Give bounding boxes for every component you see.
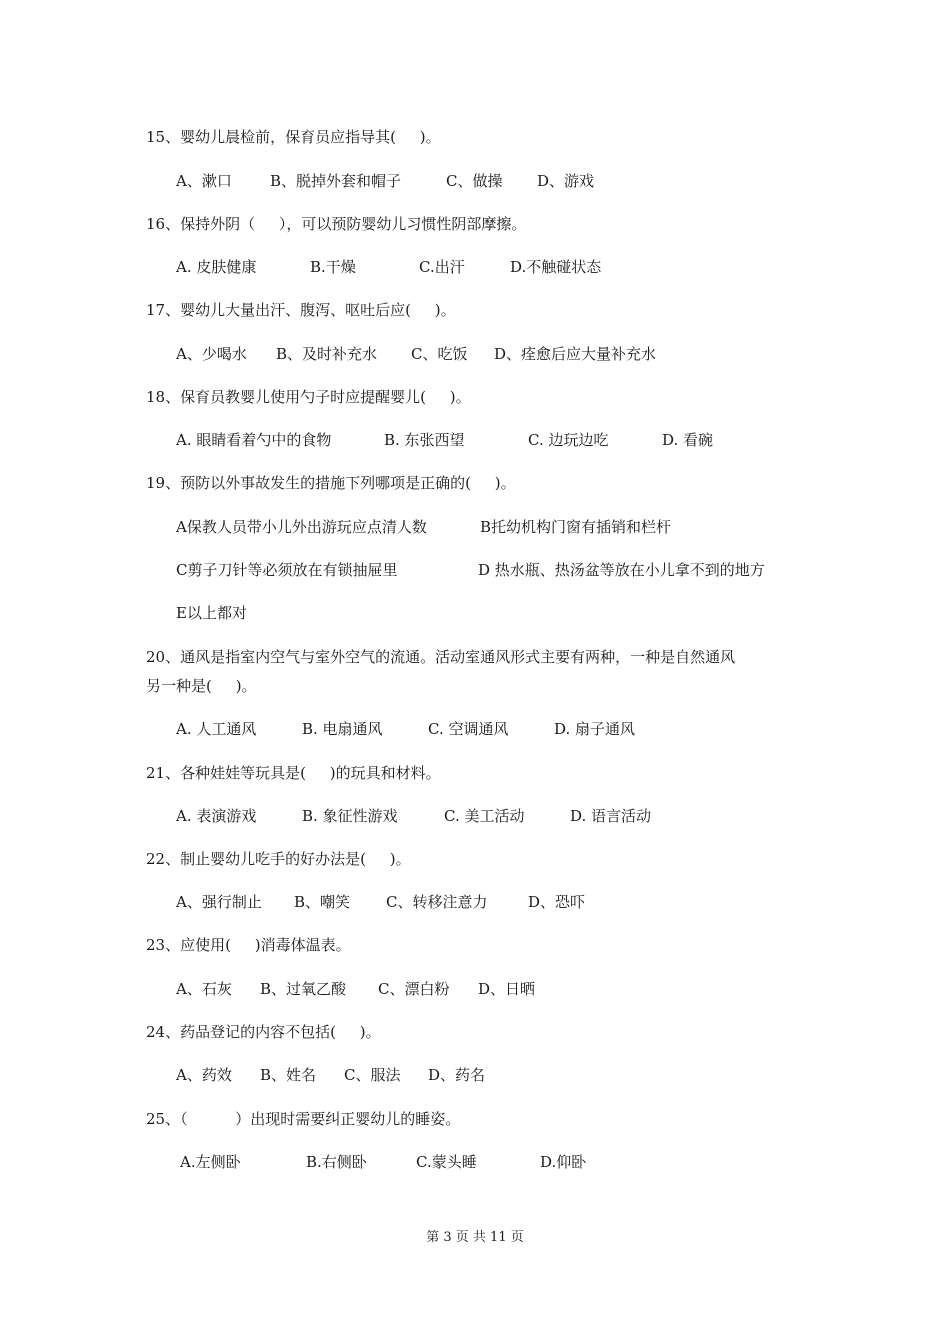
option-c: C.蒙头睡 (416, 1153, 477, 1171)
option-c: C.出汗 (419, 258, 465, 276)
option-d: D、恐吓 (528, 893, 586, 911)
question-23: 23、应使用( )消毒体温表。 (146, 936, 351, 954)
option-b: B、及时补充水 (276, 345, 378, 363)
option-b: B、嘲笑 (294, 893, 351, 911)
option-d: D、药名 (428, 1066, 486, 1084)
option-b: B.干燥 (310, 258, 356, 276)
option-c: C. 边玩边吃 (528, 431, 609, 449)
option-a: A保教人员带小儿外出游玩应点清人数 (176, 518, 427, 536)
option-c: C、转移注意力 (386, 893, 488, 911)
option-d: D、痊愈后应大量补充水 (494, 345, 657, 363)
option-b: B、过氧乙酸 (260, 980, 347, 998)
option-a: A.左侧卧 (180, 1153, 241, 1171)
option-a: A. 皮肤健康 (176, 258, 257, 276)
option-c: C剪子刀针等必须放在有锁抽屉里 (176, 561, 398, 579)
option-e: E以上都对 (176, 604, 247, 622)
option-b: B、脱掉外套和帽子 (270, 172, 402, 190)
option-d: D 热水瓶、热汤盆等放在小儿拿不到的地方 (478, 561, 765, 579)
question-15: 15、婴幼儿晨检前，保育员应指导其( )。 (146, 128, 441, 146)
option-a: A. 眼睛看着勺中的食物 (176, 431, 332, 449)
question-25: 25、（ ）出现时需要纠正婴幼儿的睡姿。 (146, 1110, 461, 1128)
option-d: D. 扇子通风 (554, 720, 636, 738)
option-c: C、服法 (344, 1066, 401, 1084)
option-c: C. 空调通风 (428, 720, 509, 738)
option-b: B、姓名 (260, 1066, 317, 1084)
question-21: 21、各种娃娃等玩具是( )的玩具和材料。 (146, 764, 441, 782)
option-a: A、药效 (176, 1066, 232, 1084)
option-c: C、吃饭 (411, 345, 468, 363)
question-24: 24、药品登记的内容不包括( )。 (146, 1023, 381, 1041)
option-a: A、漱口 (176, 172, 232, 190)
question-19: 19、预防以外事故发生的措施下列哪项是正确的( )。 (146, 474, 516, 492)
option-d: D. 看碗 (662, 431, 714, 449)
question-20: 20、通风是指室内空气与室外空气的流通。活动室通风形式主要有两种，一种是自然通风 (146, 648, 736, 666)
option-d: D. 语言活动 (570, 807, 652, 825)
question-18: 18、保育员教婴儿使用勺子时应提醒婴儿( )。 (146, 388, 471, 406)
option-d: D.仰卧 (540, 1153, 587, 1171)
option-b: B. 电扇通风 (302, 720, 383, 738)
question-17: 17、婴幼儿大量出汗、腹泻、呕吐后应( )。 (146, 301, 456, 319)
question-16: 16、保持外阴（ ），可以预防婴幼儿习惯性阴部摩擦。 (146, 215, 527, 233)
option-a: A. 人工通风 (176, 720, 257, 738)
options-25 (176, 1152, 876, 1272)
option-a: A. 表演游戏 (176, 807, 257, 825)
option-b: B. 象征性游戏 (302, 807, 398, 825)
option-d: D、日晒 (478, 980, 536, 998)
option-a: A、强行制止 (176, 893, 262, 911)
options-19-row2 (176, 560, 876, 640)
option-a: A、少喝水 (176, 345, 247, 363)
page-footer: 第 3 页 共 11 页 (426, 1230, 524, 1245)
option-b: B. 东张西望 (384, 431, 465, 449)
option-c: C、漂白粉 (378, 980, 450, 998)
question-20-cont: 另一种是( )。 (146, 677, 257, 695)
option-c: C. 美工活动 (444, 807, 525, 825)
question-22: 22、制止婴幼儿吃手的好办法是( )。 (146, 850, 411, 868)
option-d: D、游戏 (537, 172, 595, 190)
option-b: B托幼机构门窗有插销和栏杆 (480, 518, 672, 536)
option-a: A、石灰 (176, 980, 232, 998)
option-d: D.不触碰状态 (510, 258, 602, 276)
option-b: B.右侧卧 (306, 1153, 367, 1171)
option-c: C、做操 (446, 172, 503, 190)
